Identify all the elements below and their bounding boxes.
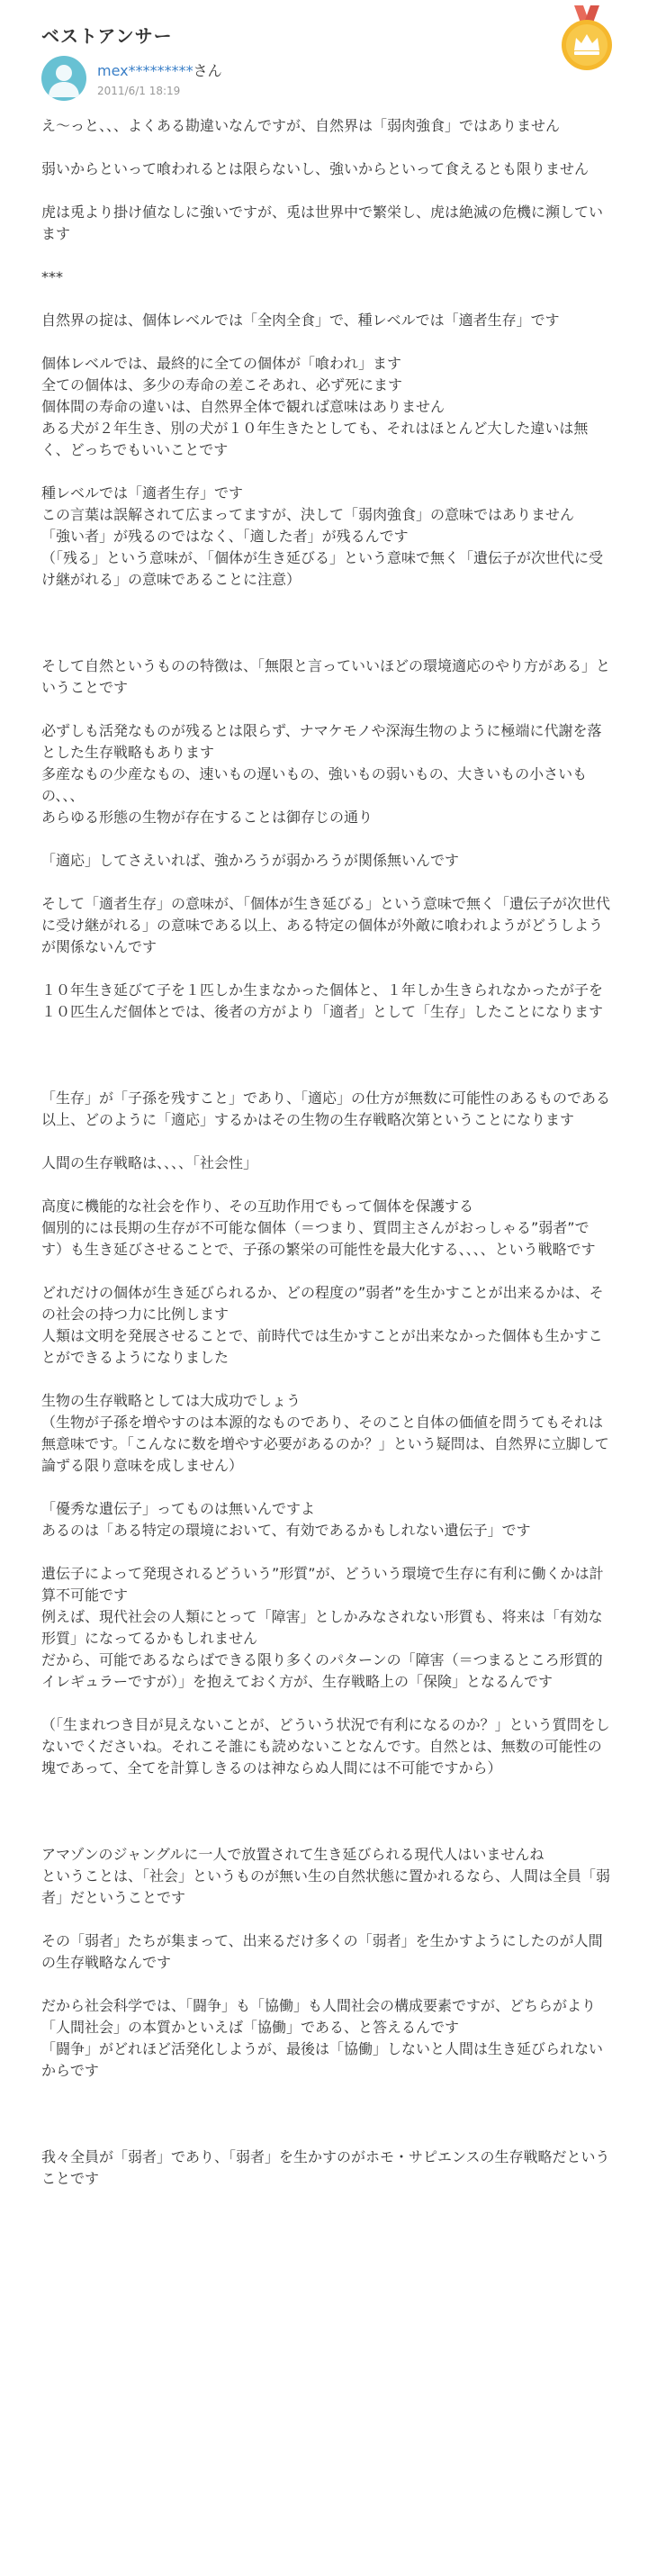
- default-user-icon: [41, 56, 86, 101]
- answer-paragraph: 遺伝子によって発現されるどういう”形質”が、どういう環境で生存に有利に働くかは計算不可能です 例えば、現代社会の人類にとって「障害」としかみなされない形質も、将来は「有効な形質」になってるかもしれません だから、可能であるならばできる限り多くのパターンの「障害（＝つまるところ形質的イレギュラーですが）」を抱えておく方が、生存戦略上の「保険」となるんです: [41, 1565, 604, 1690]
- answer-paragraph: [41, 2103, 610, 2125]
- answer-paragraph: 「適応」してさえいれば、強かろうが弱かろうが関係無いんです: [41, 852, 460, 869]
- best-answer-header: [41, 0, 610, 50]
- answer-paragraph: 自然界の掟は、個体レベルでは「全肉全食」で、種レベルでは「適者生存」です: [41, 312, 560, 329]
- answer-paragraph: 「優秀な遺伝子」ってものは無いんですよ あるのは「ある特定の環境において、有効であるかもしれない遺伝子」です: [41, 1500, 531, 1539]
- answer-paragraph: その「弱者」たちが集まって、出来るだけ多くの「弱者」を生かすようにしたのが人間の生存戦略なんです: [41, 1932, 603, 1971]
- answer-paragraph: え〜っと、、、よくある勘違いなんですが、自然界は「弱肉強食」ではありません: [41, 117, 561, 134]
- answer-paragraph: 種レベルでは「適者生存」です この言葉は誤解されて広まってますが、決して「弱肉強食」の意味ではありません 「強い者」が残るのではなく、「適した者」が残るんです （「残る」という意味が、「個体が生き延びる」という意味で無く「遺伝子が次世代に受け継がれる」の意味であることに注意）: [41, 484, 604, 588]
- answer-paragraph: どれだけの個体が生き延びられるか、どの程度の”弱者”を生かすことが出来るかは、その社会の持つ力に比例します 人類は文明を発展させることで、前時代では生かすことが出来なかった個体も生かすことができるようになりました: [41, 1284, 604, 1366]
- answer-paragraph: 虎は兎より掛け値なしに強いですが、兎は世界中で繁栄し、虎は絶滅の危機に瀕しています: [41, 203, 604, 242]
- answer-date: 2011/6/1 18:19: [97, 85, 181, 97]
- answer-paragraph: １０年生き延びて子を１匹しか生まなかった個体と、１年しか生きられなかったが子を１０匹生んだ個体とでは、後者の方がより「適者」として「生存」したことになります: [41, 981, 604, 1020]
- answer-paragraph: 個体レベルでは、最終的に全ての個体が「喰われ」ます 全ての個体は、多少の寿命の差こそあれ、必ず死にます 個体間の寿命の違いは、自然界全体で観れば意味はありません ある犬が２年生き、別の犬が１０年生きたとしても、それはほとんど大した違いは無く、どっちでもいいことです: [41, 355, 589, 458]
- answer-paragraph: 生物の生存戦略としては大成功でしょう （生物が子孫を増やすのは本源的なものであり、そのこと自体の価値を問うてもそれは無意味です。「こんなに数を増やす必要があるのか？」という疑問は、自然界に立脚して論ずる限り意味を成しません）: [41, 1392, 609, 1474]
- answer-paragraph: 弱いからといって喰われるとは限らないし、強いからといって食えるとも限りません: [41, 160, 590, 177]
- answer-paragraph: アマゾンのジャングルに一人で放置されて生き延びられる現代人はいませんね ということは、「社会」というものが無い生の自然状態に置かれるなら、人間は全員「弱者」だということです: [41, 1846, 611, 1906]
- answer-paragraph: そして「適者生存」の意味が、「個体が生き延びる」という意味で無く「遺伝子が次世代に受け継がれる」の意味である以上、ある特定の個体が外敵に喰われようがどうしようが関係ないんです: [41, 895, 611, 955]
- answer-paragraph: 必ずしも活発なものが残るとは限らず、ナマケモノや深海生物のように極端に代謝を落とした生存戦略もあります 多産なもの少産なもの、速いもの遅いもの、強いもの弱いもの、大きいもの小さいもの、、、 あらゆる形態の生物が存在することは御存じの通り: [41, 722, 602, 826]
- answer-paragraph: ***: [41, 268, 63, 285]
- answer-paragraph: 高度に機能的な社会を作り、その互助作用でもって個体を保護する 個別的には長期の生存が不可能な個体（＝つまり、質問主さんがおっしゃる”弱者”です）も生き延びさせることで、子孫の繁栄の可能性を最大化する、、、、という戦略です: [41, 1198, 596, 1258]
- answer-paragraph: 「生存」が「子孫を残すこと」であり、「適応」の仕方が無数に可能性のあるものである以上、どのように「適応」するかはその生物の生存戦略次第ということになります: [41, 1089, 611, 1128]
- answer-paragraph: だから社会科学では、「闘争」も「協働」も人間社会の構成要素ですが、どちらがより「人間社会」の本質かといえば「協働」である、と答えるんです 「闘争」がどれほど活発化しようが、最後は「協働」しないと人間は生き延びられないからです: [41, 1997, 604, 2079]
- answer-user-name[interactable]: [97, 59, 222, 80]
- answer-paragraph: [41, 612, 610, 634]
- answer-user-info: [41, 54, 610, 106]
- answer-body: [41, 115, 610, 2190]
- best-answer-title: ベストアンサー: [41, 25, 173, 47]
- answer-paragraph: 人間の生存戦略は、、、、「社会性」: [41, 1154, 258, 1171]
- answer-paragraph: 我々全員が「弱者」であり、「弱者」を生かすのがホモ・サピエンスの生存戦略だということです: [41, 2148, 610, 2187]
- user-name-suffix: さん: [193, 62, 222, 79]
- answer-paragraph: [41, 1801, 610, 1822]
- answer-paragraph: そして自然というものの特徴は、「無限と言っていいほどの環境適応のやり方がある」ということです: [41, 657, 611, 696]
- user-name-text[interactable]: mex*********: [97, 62, 194, 79]
- answer-paragraph: （「生まれつき目が見えないことが、どういう状況で有利になるのか？」という質問をしないでくださいね。それこそ誰にも読めないことなんです。自然とは、無数の可能性の塊であって、全てを計算しきるのは神ならぬ人間には不可能ですから）: [41, 1716, 610, 1776]
- avatar[interactable]: [41, 56, 86, 101]
- answer-paragraph: [41, 1044, 610, 1066]
